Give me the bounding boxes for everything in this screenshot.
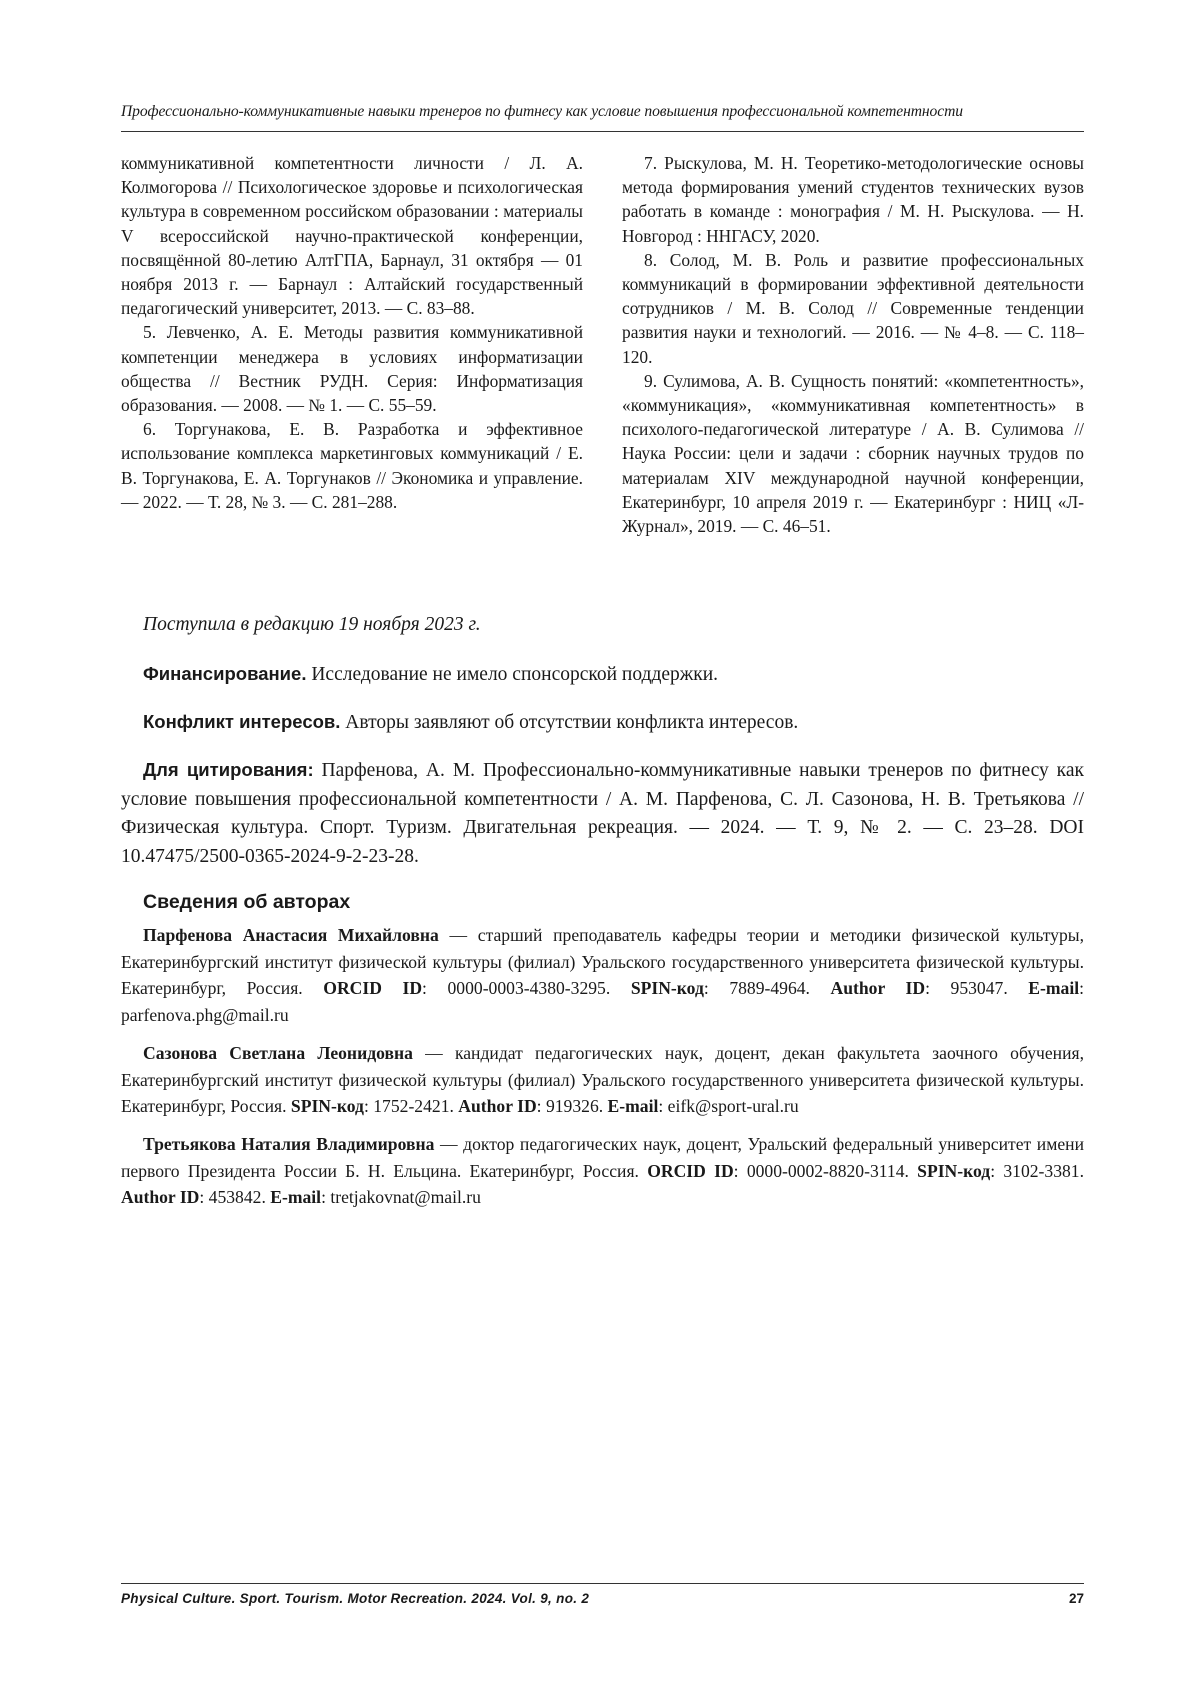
author-name: Третьякова Наталия Владимировна (143, 1134, 435, 1154)
running-title: Профессионально-коммуникативные навыки тренеров по фитнесу как условие повышения профессиональной компетентности (121, 103, 963, 120)
conflict-text: Авторы заявляют об отсутствии конфликта интересов. (340, 712, 799, 733)
authors-section-title: Сведения об авторах (143, 891, 351, 913)
author-email: : eifk@sport-ural.ru (658, 1096, 799, 1117)
header-rule (121, 131, 1084, 132)
author-entry: Сазонова Светлана Леонидовна — кандидат педагогических наук, доцент, декан факультета заочного обучения, Екатеринбургский институт физической культуры (филиал) Уральского государственного университета физической культуры. Екатеринбург, Россия. SPIN-код: 1752-2421. Author ID: 919326. E-mail: eifk@sport-ural.ru (121, 1043, 1084, 1117)
references-right-column (622, 151, 1084, 538)
author-email: : parfenova.phg@mail.ru (121, 978, 1085, 1025)
citation-text: Парфенова, А. М. Профессионально-коммуникативные навыки тренеров по фитнесу как условие повышения профессиональной компетентности / А. М. Парфенова, С. Л. Сазонова, Н. В. Третьякова // Физическая культура. Спорт. Туризм. Двигательная рекреация. — 2024. — Т. 9, № 2. — С. 23–28. DOI 10.47475/2500-0365-2024-9-2-23-28. (121, 760, 1084, 867)
author-entry: Парфенова Анастасия Михайловна — старший преподаватель кафедры теории и методики физической культуры, Екатеринбургский институт физической культуры (филиал) Уральского государственного университета физической культуры. Екатеринбург, Россия. ORCID ID: 0000-0003-4380-3295. SPIN-код: 7889-4964. Author ID: 953047. E-mail: parfenova.phg@mail.ru (121, 925, 1085, 1025)
author-email: : tretjakovnat@mail.ru (321, 1187, 481, 1208)
footer-journal-title: Physical Culture. Sport. Tourism. Motor Recreation. 2024. Vol. 9, no. 2 (121, 1591, 590, 1606)
citation-label: Для цитирования: (143, 759, 314, 780)
author-name: Сазонова Светлана Леонидовна (143, 1043, 413, 1063)
conflict-statement (121, 708, 1084, 738)
reference-item: коммуникативной компетентности личности / Л. А. Колмогорова // Психологическое здоровье и психологическая культура в современном российском образовании : материалы V всероссийской научно-практической конференции, посвящённой 80-летию АлтГПА, Барнаул, 31 октября — 01 ноября 2013 г. — Барнаул : Алтайский государственный педагогический университет, 2013. — С. 83–88. (121, 153, 583, 319)
conflict-label: Конфликт интересов. (143, 711, 341, 732)
reference-item: 5. Левченко, А. Е. Методы развития коммуникативной компетенции менеджера в условиях информатизации общества // Вестник РУДН. Серия: Информатизация образования. — 2008. — № 1. — С. 55–59. (121, 322, 583, 416)
funding-label: Финансирование. (143, 663, 307, 684)
author-entry: Третьякова Наталия Владимировна — доктор педагогических наук, доцент, Уральский федеральный университет имени первого Президента России Б. Н. Ельцина. Екатеринбург, Россия. ORCID ID: 0000-0002-8820-3114. SPIN-код: 3102-3381. Author ID: 453842. E-mail: tretjakovnat@mail.ru (121, 1134, 1085, 1208)
reference-item: 8. Солод, М. В. Роль и развитие профессиональных коммуникаций в формировании эффективной деятельности сотрудников / М. В. Солод // Современные тенденции развития науки и технологий. — 2016. — № 4–8. — С. 118–120. (622, 249, 1084, 367)
reference-item: 9. Сулимова, А. В. Сущность понятий: «компетентность», «коммуникация», «коммуникативная компетентность» в психолого-педагогической литературе / А. В. Сулимова // Наука России: цели и задачи : сборник научных трудов по материалам XIV международной научной конференции, Екатеринбург, 10 апреля 2019 г. — Екатеринбург : НИЦ «Л-Журнал», 2019. — С. 46–51. (622, 370, 1084, 537)
funding-statement (121, 660, 1084, 690)
author-name: Парфенова Анастасия Михайловна (143, 925, 439, 945)
citation-statement (121, 756, 1084, 871)
reference-item: 6. Торгунакова, Е. В. Разработка и эффективное использование комплекса маркетинговых коммуникаций / Е. В. Торгунакова, Е. А. Торгунаков // Экономика и управление. — 2022. — Т. 28, № 3. — С. 281–288. (121, 419, 583, 512)
received-date: Поступила в редакцию 19 ноября 2023 г. (143, 614, 481, 635)
references-left-column (121, 151, 583, 514)
page-number: 27 (1068, 1591, 1084, 1606)
funding-text: Исследование не имело спонсорской поддержки. (306, 664, 719, 685)
footer-rule (121, 1583, 1084, 1584)
reference-item: 7. Рыскулова, М. Н. Теоретико-методологические основы метода формирования умений студентов технических вузов работать в команде : монография / М. Н. Рыскулова. — Н. Новгород : ННГАСУ, 2020. (622, 153, 1084, 246)
